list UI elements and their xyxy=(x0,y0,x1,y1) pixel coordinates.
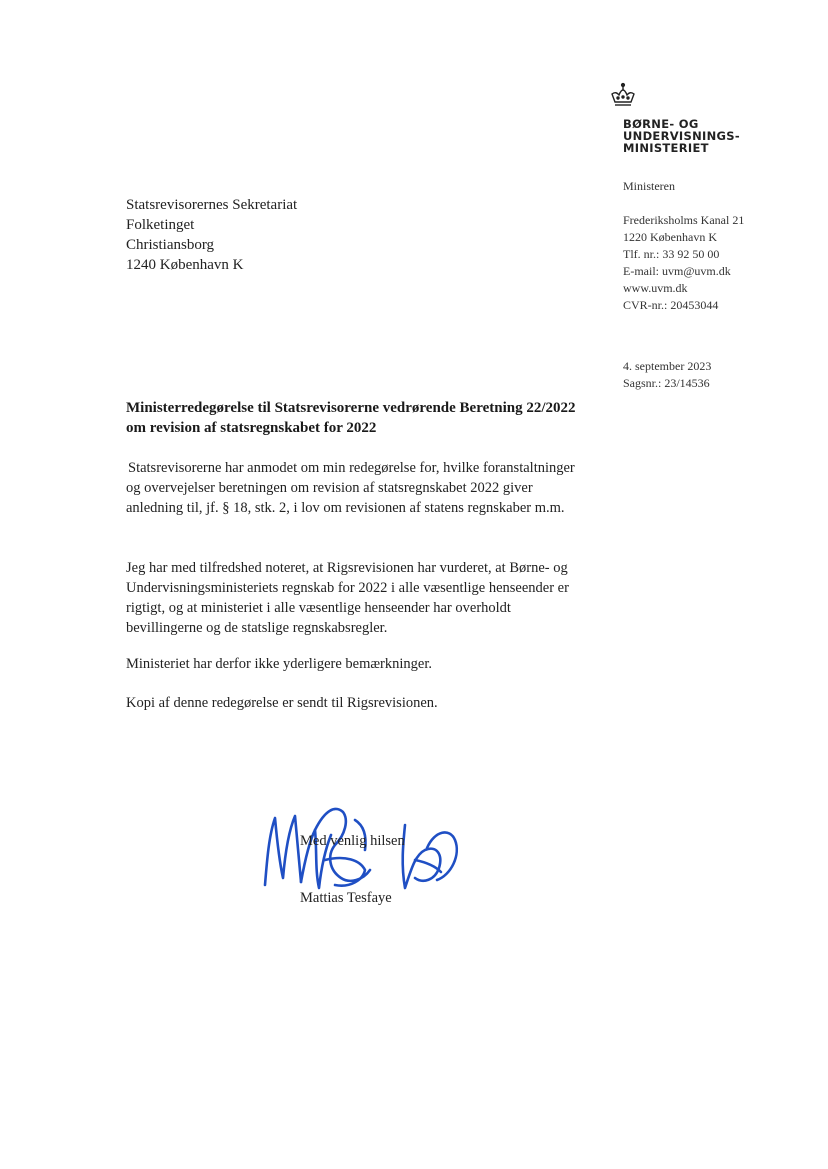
website-line: www.uvm.dk xyxy=(623,281,688,295)
body-paragraph: Ministeriet har derfor ikke yderligere bemærkninger. xyxy=(126,656,433,672)
ministry-name xyxy=(623,118,740,154)
phone-line: Tlf. nr.: 33 92 50 00 xyxy=(623,247,720,261)
case-number: Sagsnr.: 23/14536 xyxy=(623,376,710,390)
sender-label: Ministeren xyxy=(623,179,675,193)
recipient-line: Folketinget xyxy=(126,217,195,233)
recipient-line: 1240 København K xyxy=(126,257,244,273)
ministry-name-line: UNDERVISNINGS- xyxy=(623,129,740,143)
closing-greeting: Med venlig hilsen xyxy=(300,833,405,849)
email-line: E-mail: uvm@uvm.dk xyxy=(623,264,731,278)
body-paragraph: Jeg har med tilfredshed noteret, at Rigsrevisionen har vurderet, at Børne- og Undervisningsministeriets regnskab for 2022 i alle væsentlige henseender er rigtigt, og at ministeriet i alle væsentlige henseender har overholdt bevillingerne og de statslige regnskabsregler. xyxy=(126,560,569,636)
body-paragraph: Statsrevisorerne har anmodet om min redegørelse for, hvilke foranstaltninger og overvejelser beretningen om revision af statsregnskabet 2022 giver anledning til, jf. § 18, stk. 2, i lov om revisionen af statens regnskaber m.m. xyxy=(126,460,575,516)
address-line: Frederiksholms Kanal 21 xyxy=(623,213,745,227)
recipient-line: Statsrevisorernes Sekretariat xyxy=(126,197,298,213)
sender-address xyxy=(623,212,744,314)
crown-icon xyxy=(608,82,638,112)
recipient-address xyxy=(126,195,297,275)
body-paragraph: Kopi af denne redegørelse er sendt til Rigsrevisionen. xyxy=(126,695,438,711)
ministry-logo xyxy=(608,82,638,112)
letter-date: 4. september 2023 xyxy=(623,359,712,373)
date-block xyxy=(623,358,711,392)
address-line: 1220 København K xyxy=(623,230,717,244)
signer-name: Mattias Tesfaye xyxy=(300,890,392,906)
ministry-name-line: MINISTERIET xyxy=(623,141,709,155)
ministry-name-line: BØRNE- OG xyxy=(623,117,699,131)
recipient-line: Christiansborg xyxy=(126,237,215,253)
letter-subject: Ministerredegørelse til Statsrevisorerne vedrørende Beretning 22/2022 om revision af statsregnskabet for 2022 xyxy=(126,400,576,436)
cvr-line: CVR-nr.: 20453044 xyxy=(623,298,719,312)
